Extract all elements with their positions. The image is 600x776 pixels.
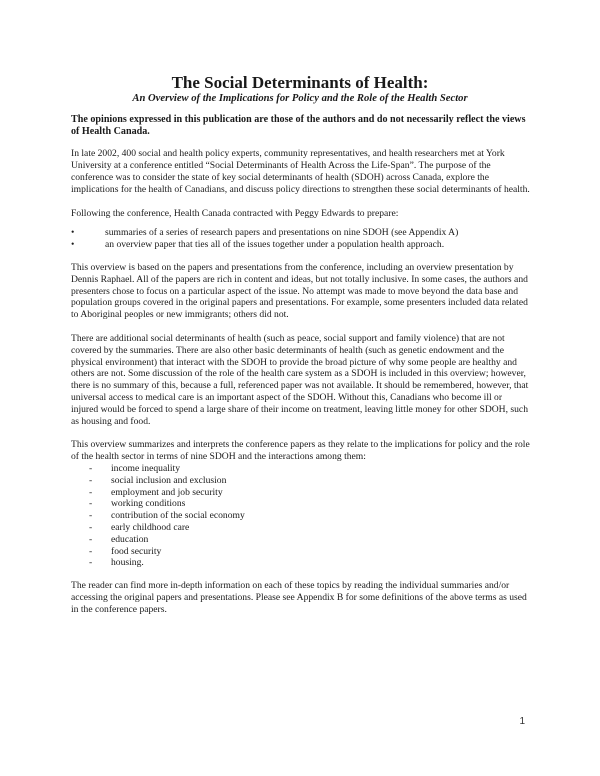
dash-marker: - [89,486,93,498]
list-item [71,239,531,251]
additional-determinants-paragraph: There are additional social determinants of health (such as peace, social support and family violence) that are not covered by the summaries. There are also other basic determinants of health (such as genetic endowment and the physical environment) that interact with the SDOH to provide the broad picture of why some people are healthy and others are not. Some discussion of the role of the health care system as a SDOH is included in this overview; however, there is no summary of this, because a full, referenced paper was not available. It should be remembered, however, that universal access to medical care is an important aspect of the SDOH. Without this, Canadians who become ill or injured would be forced to spend a large share of their income on treatment, leaving little money for other SDOH, such as housing and food. [71,332,529,427]
list-item [71,546,531,558]
list-item-text: early childhood care [111,521,190,533]
dash-marker: - [89,545,93,557]
list-item-text: social inclusion and exclusion [111,474,227,486]
bullet-marker: • [71,227,75,239]
reader-paragraph: The reader can find more in-depth information on each of these topics by reading the individual summaries and/or accessing the original papers and presentations. Please see Appendix B for some definitions of the above terms as used in the conference papers. [71,580,527,615]
list-item [71,475,531,487]
list-item-text: summaries of a series of research papers and presentations on nine SDOH (see Appendix A) [105,227,459,239]
summarizes-paragraph: This overview summarizes and interprets the conference papers as they relate to the implications for policy and the role of the health sector in terms of nine SDOH and the interactions among them: [71,439,530,463]
list-item [71,510,531,522]
bullet-marker: • [71,239,75,251]
document-subtitle: An Overview of the Implications for Policy and the Role of the Health Sector [132,93,468,104]
list-item-text: income inequality [111,462,181,474]
list-item-text: contribution of the social economy [111,510,245,522]
following-paragraph: Following the conference, Health Canada contracted with Peggy Edwards to prepare: [71,207,399,219]
dash-marker: - [89,521,93,533]
disclaimer: The opinions expressed in this publication are those of the authors and do not necessarily reflect the views of Health Canada. [71,114,526,138]
list-item [71,227,531,239]
dash-marker: - [89,498,93,510]
overview-paragraph: This overview is based on the papers and presentations from the conference, including an overview presentation by Dennis Raphael. All of the papers are rich in content and ideas, but not totally inclusive. In some cases, the authors and presenters chose to focus on a particular aspect of the issue. No attempt was made to move beyond the data base and population groups covered in the original papers and presentations. For example, some presenters included data related to Aboriginal peoples or new immigrants; others did not. [71,261,528,321]
document-body [71,114,531,628]
list-item [71,534,531,546]
dash-marker: - [89,533,93,545]
list-item-text: food security [111,545,162,557]
intro-paragraph: In late 2002, 400 social and health policy experts, community representatives, and health researchers met at York University at a conference entitled “Social Determinants of Health Across the Life-Span”. The purpose of the conference was to consider the state of key social determinants of health (SDOH) across Canada, explore the implications for the health of Canadians, and discuss policy directions to strengthen these social determinants of health. [71,148,530,195]
list-item-text: an overview paper that ties all of the issues together under a population health approach. [105,239,445,251]
dash-marker: - [89,510,93,522]
page-number: 1 [519,716,525,727]
list-item [71,557,531,569]
list-item-text: working conditions [111,498,186,510]
list-item-text: education [111,533,149,545]
list-item [71,487,531,499]
list-item [71,498,531,510]
list-item-text: employment and job security [111,486,223,498]
dash-marker: - [89,474,93,486]
dash-marker: - [89,557,93,569]
dash-marker: - [89,462,93,474]
list-item [71,463,531,475]
deliverables-list [71,227,531,251]
list-item [71,522,531,534]
document-title: The Social Determinants of Health: [171,73,429,92]
list-item-text: housing. [111,557,144,569]
determinants-list [71,463,531,569]
